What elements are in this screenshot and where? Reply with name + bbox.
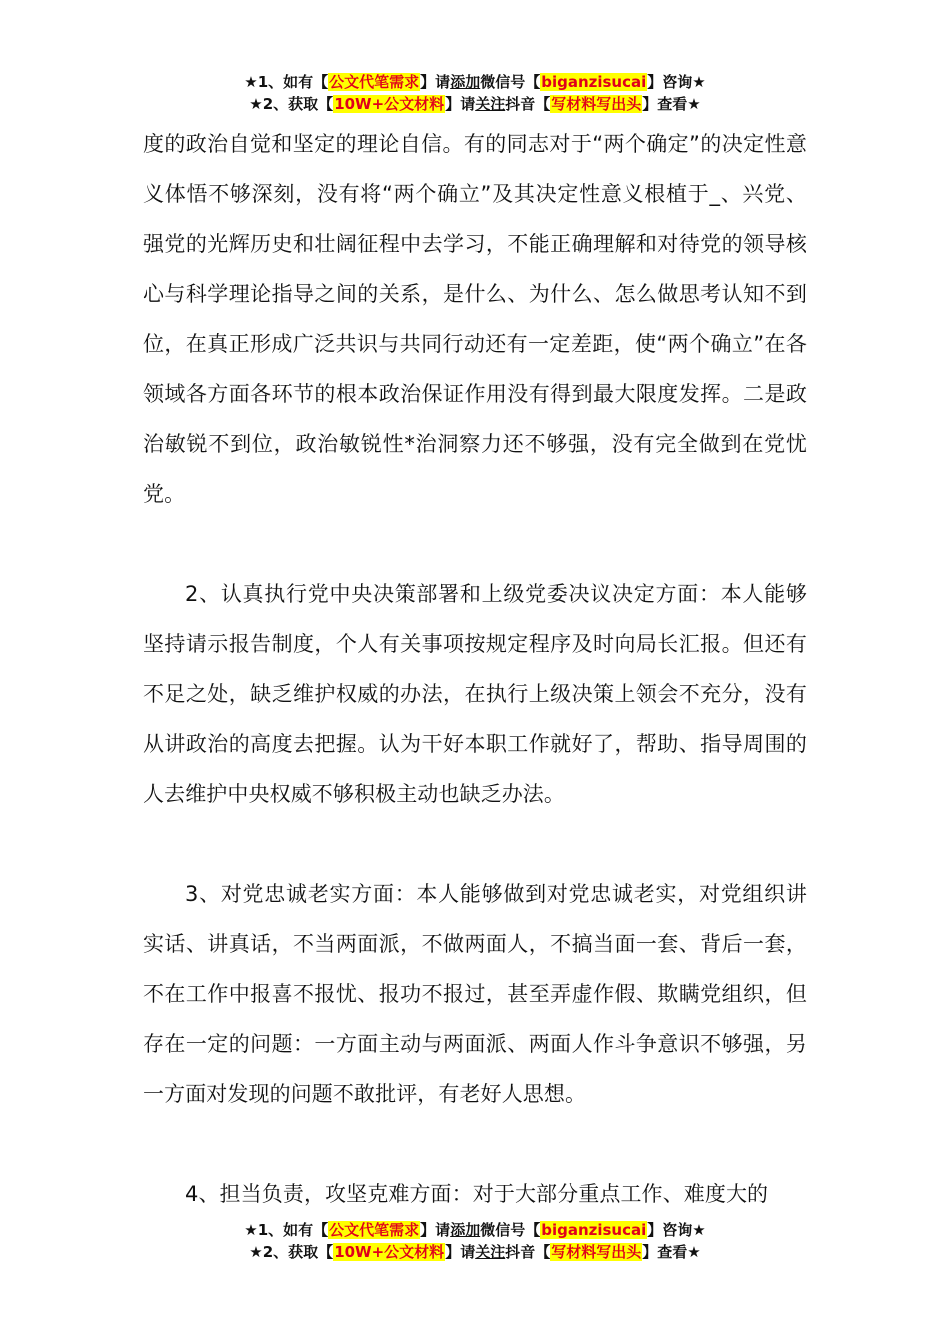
paragraph-1: 度的政治自觉和坚定的理论自信。有的同志对于“两个确定”的决定性意义体悟不够深刻，没有将“两个确立”及其决定性意义根植于_、兴党、强党的光辉历史和壮阔征程中去学习，不能正确理解和对待党的领导核心与科学理论指导之间的关系，是什么、为什么、怎么做思考认知不到位，在真正形成广泛共识与共同行动还有一定差距，使“两个确立”在各领域各方面各环节的根本政治保证作用没有得到最大限度发挥。二是政治敏锐不到位，政治敏锐性*治洞察力还不够强，没有完全做到在党忧党。	[143, 132, 807, 506]
banner-text: 微信号【	[480, 1221, 541, 1239]
banner-text: 】查看★	[642, 1243, 701, 1261]
paragraph-gap	[143, 1119, 807, 1169]
banner-text: 】咨询★	[647, 73, 706, 91]
banner-text: 】请	[420, 1221, 451, 1239]
banner-highlight: 公文代笔需求	[329, 73, 420, 91]
banner-highlight: 10W+公文材料	[334, 1243, 445, 1261]
banner-wechat-id: biganzisucai	[541, 1221, 647, 1239]
banner-text: ★1、如有【	[244, 1221, 329, 1239]
banner-underlined: 关注	[475, 95, 506, 113]
banner-text: 】请	[445, 1243, 476, 1261]
banner-highlight: 10W+公文材料	[334, 95, 445, 113]
paragraph-4: 4、担当负责，攻坚克难方面：对于大部分重点工作、难度大的	[185, 1182, 769, 1206]
banner-highlight: 公文代笔需求	[329, 1221, 420, 1239]
document-body	[143, 119, 807, 1219]
banner-text: 抖音【	[505, 1243, 551, 1261]
paragraph-3: 3、对党忠诚老实方面：本人能够做到对党忠诚老实，对党组织讲实话、讲真话，不当两面派，不做两面人，不搞当面一套、背后一套，不在工作中报喜不报忧、报功不报过，甚至弄虚作假、欺瞒党组织，但存在一定的问题：一方面主动与两面派、两面人作斗争意识不够强，另一方面对发现的问题不敢批评，有老好人思想。	[143, 882, 807, 1106]
banner-douyin-id: 写材料写出头	[551, 95, 642, 113]
banner-line-1	[0, 71, 950, 93]
header-banner	[0, 71, 950, 115]
banner-underlined: 关注	[475, 1243, 506, 1261]
banner-wechat-id: biganzisucai	[541, 73, 647, 91]
banner-text: 】请	[420, 73, 451, 91]
banner-douyin-id: 写材料写出头	[551, 1243, 642, 1261]
banner-line-1	[0, 1219, 950, 1241]
banner-line-2	[0, 93, 950, 115]
banner-text: 】咨询★	[647, 1221, 706, 1239]
banner-text: 】查看★	[642, 95, 701, 113]
banner-text: 抖音【	[505, 95, 551, 113]
banner-text: ★2、获取【	[249, 95, 334, 113]
footer-banner	[0, 1219, 950, 1263]
banner-text: 微信号【	[480, 73, 541, 91]
banner-text: ★2、获取【	[249, 1243, 334, 1261]
banner-text: ★1、如有【	[244, 73, 329, 91]
paragraph-gap	[143, 519, 807, 569]
banner-underlined: 添加	[450, 1221, 481, 1239]
banner-line-2	[0, 1241, 950, 1263]
paragraph-2: 2、认真执行党中央决策部署和上级党委决议决定方面：本人能够坚持请示报告制度，个人有关事项按规定程序及时向局长汇报。但还有不足之处，缺乏维护权威的办法，在执行上级决策上领会不充分，没有从讲政治的高度去把握。认为干好本职工作就好了，帮助、指导周围的人去维护中央权威不够积极主动也缺乏办法。	[143, 582, 807, 806]
banner-text: 】请	[445, 95, 476, 113]
paragraph-gap	[143, 819, 807, 869]
banner-underlined: 添加	[450, 73, 481, 91]
